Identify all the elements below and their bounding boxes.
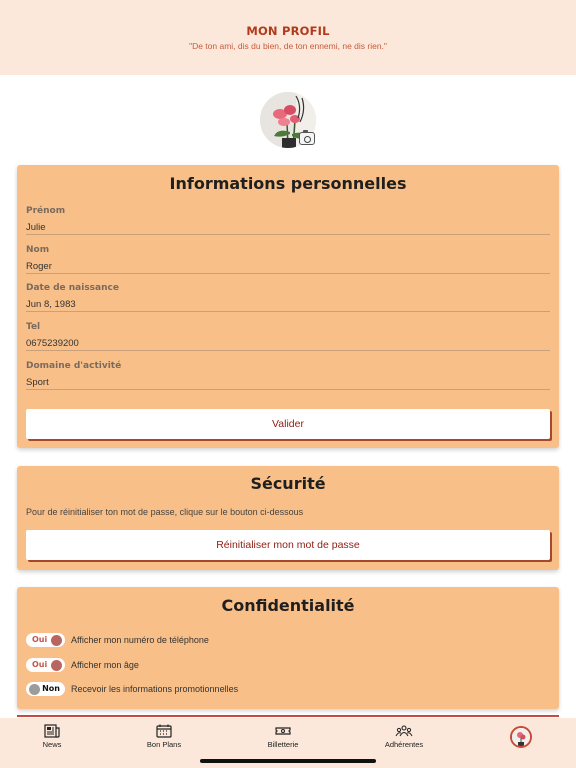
tab-adherentes[interactable] bbox=[364, 724, 444, 749]
personal-info-card bbox=[17, 165, 559, 448]
camera-icon[interactable] bbox=[299, 132, 315, 145]
home-indicator bbox=[200, 759, 376, 763]
field-divider bbox=[26, 350, 550, 351]
page-title: MON PROFIL bbox=[246, 24, 330, 38]
tab-label: Adhérentes bbox=[384, 740, 424, 749]
toggle-state: Oui bbox=[32, 635, 48, 644]
field-divider bbox=[26, 273, 550, 274]
reset-password-button[interactable]: Réinitialiser mon mot de passe bbox=[26, 530, 550, 560]
field-divider bbox=[26, 311, 550, 312]
field-divider bbox=[26, 234, 550, 235]
privacy-title: Confidentialité bbox=[221, 596, 355, 615]
security-title: Sécurité bbox=[250, 474, 326, 493]
show-age-toggle[interactable] bbox=[26, 658, 65, 672]
personal-info-title: Informations personnelles bbox=[169, 174, 407, 193]
birthdate-label: Date de naissance bbox=[26, 283, 119, 293]
toggle-row-promo bbox=[26, 682, 238, 696]
toggle-knob bbox=[51, 660, 62, 671]
newspaper-icon bbox=[44, 724, 60, 738]
tabbar-divider bbox=[17, 715, 559, 717]
toggle-label: Afficher mon numéro de téléphone bbox=[71, 635, 209, 645]
activity-label: Domaine d'activité bbox=[26, 361, 122, 371]
phone-field[interactable]: 0675239200 bbox=[26, 338, 79, 349]
tab-label: News bbox=[42, 740, 62, 749]
validate-button[interactable]: Valider bbox=[26, 409, 550, 439]
firstname-field[interactable]: Julie bbox=[26, 222, 46, 233]
page-quote: "De ton ami, dis du bien, de ton ennemi, ne dis rien." bbox=[189, 41, 387, 51]
ticket-icon bbox=[275, 724, 291, 738]
page-header bbox=[0, 0, 576, 75]
security-description: Pour de réinitialiser ton mot de passe, clique sur le bouton ci-dessous bbox=[26, 507, 304, 517]
group-icon bbox=[395, 724, 413, 738]
tab-news[interactable] bbox=[12, 724, 92, 749]
field-divider bbox=[26, 389, 550, 390]
tab-label: Bon Plans bbox=[146, 740, 182, 749]
toggle-row-age bbox=[26, 658, 139, 672]
toggle-knob bbox=[51, 635, 62, 646]
toggle-row-phone bbox=[26, 633, 209, 647]
birthdate-field[interactable]: Jun 8, 1983 bbox=[26, 299, 76, 310]
tab-billetterie[interactable] bbox=[243, 724, 323, 749]
tab-bon-plans[interactable] bbox=[124, 724, 204, 749]
activity-field[interactable]: Sport bbox=[26, 377, 49, 388]
lastname-field[interactable]: Roger bbox=[26, 261, 52, 272]
toggle-label: Recevoir les informations promotionnelles bbox=[71, 684, 239, 694]
promo-toggle[interactable] bbox=[26, 682, 65, 696]
lastname-label: Nom bbox=[26, 245, 50, 255]
firstname-label: Prénom bbox=[26, 206, 66, 216]
show-phone-toggle[interactable] bbox=[26, 633, 65, 647]
toggle-knob bbox=[29, 684, 40, 695]
toggle-label: Afficher mon âge bbox=[71, 660, 139, 670]
calendar-icon bbox=[156, 724, 172, 738]
toggle-state: Oui bbox=[32, 660, 48, 669]
profile-avatar-icon bbox=[512, 728, 530, 746]
tab-profile[interactable] bbox=[510, 726, 532, 748]
security-card bbox=[17, 466, 559, 570]
privacy-card bbox=[17, 587, 559, 709]
tab-label: Billetterie bbox=[267, 740, 299, 749]
toggle-state: Non bbox=[42, 684, 60, 693]
phone-label: Tel bbox=[26, 322, 41, 332]
